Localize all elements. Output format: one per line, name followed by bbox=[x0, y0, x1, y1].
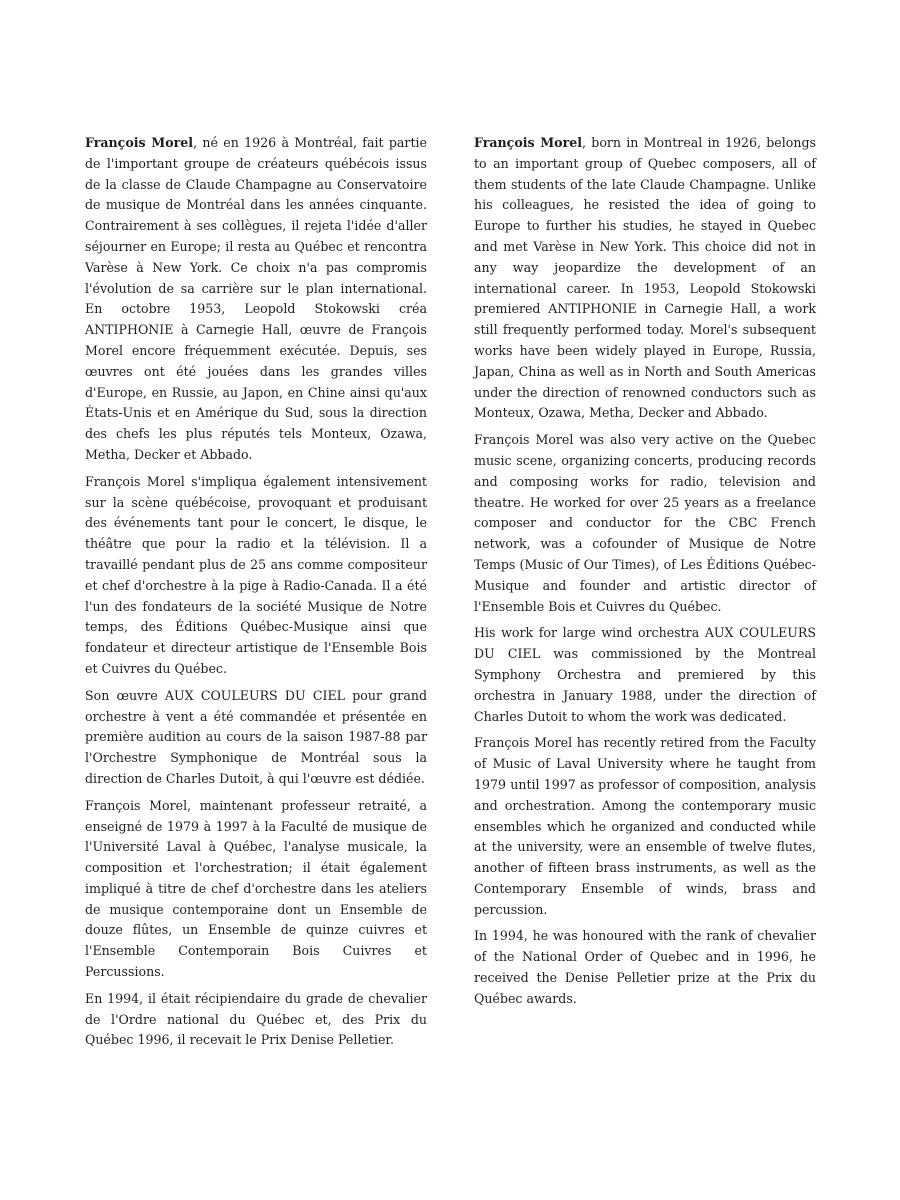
french-paragraph-1 bbox=[85, 133, 427, 466]
english-column bbox=[474, 133, 816, 1016]
paragraph-text: , born in Montreal in 1926, belongs to an important group of Quebec composers, all of them students of the late Claude Champagne. Unlike his colleagues, he resisted the idea of going to Europe to further his studies, he stayed in Quebec and met Varèse in New York. This choice did not in any way jeopardize the development of an international career. In 1953, Leopold Stokowski premiered ANTIPHONIE in Carnegie Hall, a work still frequently performed today. Morel's subsequent works have been widely played in Europe, Russia, Japan, China as well as in North and South Americas under the direction of renowned conductors such as Monteux, Ozawa, Metha, Decker and Abbado. bbox=[474, 135, 816, 421]
paragraph-text: En 1994, il était récipiendaire du grade de chevalier de l'Ordre national du Québec et, des Prix du Québec 1996, il recevait le Prix Denise Pelletier. bbox=[85, 990, 427, 1048]
english-paragraph-1 bbox=[474, 133, 816, 424]
french-paragraph-5 bbox=[85, 989, 427, 1051]
composer-name: François Morel bbox=[474, 135, 583, 150]
paragraph-text: François Morel s'impliqua également intensivement sur la scène québécoise, provoquant et produisant des événements tant pour le concert, le disque, le théâtre que pour la radio et la télévision. Il a travaillé pendant plus de 25 ans comme compositeur et chef d'orchestre à la pige à Radio-Canada. Il a été l'un des fondateurs de la société Musique de Notre temps, des Éditions Québec-Musique ainsi que fondateur et directeur artistique de l'Ensemble Bois et Cuivres du Québec. bbox=[85, 473, 427, 676]
paragraph-text: François Morel was also very active on the Quebec music scene, organizing concerts, producing records and composing works for radio, television and theatre. He worked for over 25 years as a freelance composer and conductor for the CBC French network, was a cofounder of Musique de Notre Temps (Music of Our Times), of Les Éditions Québec-Musique and founder and artistic director of l'Ensemble Bois et Cuivres du Québec. bbox=[474, 432, 816, 614]
paragraph-text: , né en 1926 à Montréal, fait partie de l'important groupe de créateurs québécois issus de la classe de Claude Champagne au Conservatoire de musique de Montréal dans les années cinquante. Contrairement à ses collègues, il rejeta l'idée d'aller séjourner en Europe; il resta au Québec et rencontra Varèse à New York. Ce choix n'a pas compromis l'évolution de sa carrière sur le plan international. En octobre 1953, Leopold Stokowski créa ANTIPHONIE à Carnegie Hall, œuvre de François Morel encore fréquemment exécutée. Depuis, ses œuvres ont été jouées dans les grandes villes d'Europe, en Russie, au Japon, en Chine ainsi qu'aux États-Unis et en Amérique du Sud, sous la direction des chefs les plus réputés tels Monteux, Ozawa, Metha, Decker et Abbado. bbox=[85, 135, 427, 462]
paragraph-text: Son œuvre AUX COULEURS DU CIEL pour grand orchestre à vent a été commandée et présentée en première audition au cours de la saison 1987-88 par l'Orchestre Symphonique de Montréal sous la direction de Charles Dutoit, à qui l'œuvre est dédiée. bbox=[85, 687, 427, 786]
paragraph-text: In 1994, he was honoured with the rank of chevalier of the National Order of Quebec and in 1996, he received the Denise Pelletier prize at the Prix du Québec awards. bbox=[474, 928, 816, 1006]
french-paragraph-2 bbox=[85, 472, 427, 680]
french-paragraph-3 bbox=[85, 686, 427, 790]
english-paragraph-5 bbox=[474, 926, 816, 1009]
english-paragraph-2 bbox=[474, 430, 816, 617]
english-paragraph-4 bbox=[474, 733, 816, 920]
paragraph-text: François Morel has recently retired from the Faculty of Music of Laval University where he taught from 1979 until 1997 as professor of composition, analysis and orchestration. Among the contemporary music ensembles which he organized and conducted while at the university, were an ensemble of twelve flutes, another of fifteen brass instruments, as well as the Contemporary Ensemble of winds, brass and percussion. bbox=[474, 735, 816, 917]
french-column bbox=[85, 133, 427, 1057]
french-paragraph-4 bbox=[85, 796, 427, 983]
english-paragraph-3 bbox=[474, 623, 816, 727]
composer-name: François Morel bbox=[85, 135, 194, 150]
paragraph-text: His work for large wind orchestra AUX COULEURS DU CIEL was commissioned by the Montreal Symphony Orchestra and premiered by this orchestra in January 1988, under the direction of Charles Dutoit to whom the work was dedicated. bbox=[474, 625, 816, 724]
paragraph-text: François Morel, maintenant professeur retraité, a enseigné de 1979 à 1997 à la Faculté de musique de l'Université Laval à Québec, l'analyse musicale, la composition et l'orchestration; il était également impliqué à titre de chef d'orchestre dans les ateliers de musique contemporaine dont un Ensemble de douze flûtes, un Ensemble de quinze cuivres et l'Ensemble Contemporain Bois Cuivres et Percussions. bbox=[85, 797, 427, 980]
